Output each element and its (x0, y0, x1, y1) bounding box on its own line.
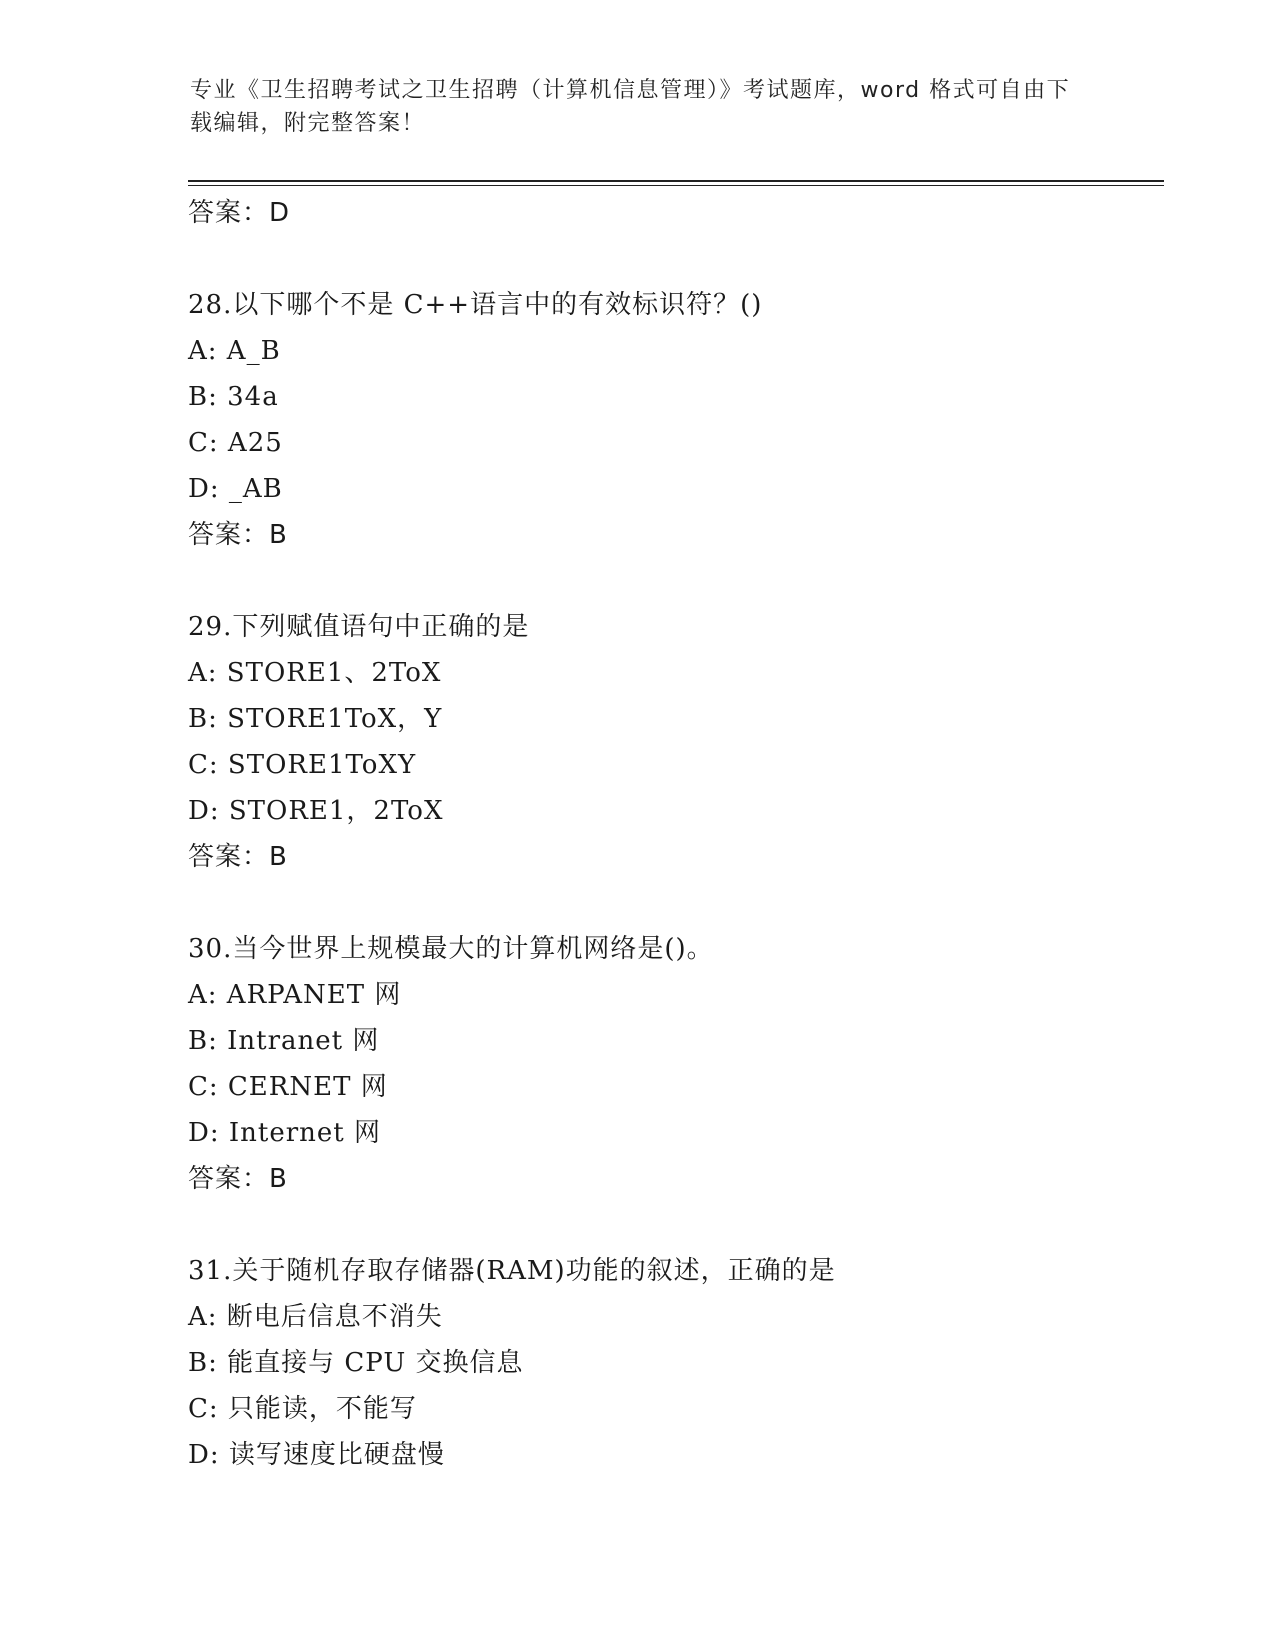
spacer (188, 1202, 1168, 1248)
option-b: B: STORE1ToX，Y (188, 704, 443, 734)
prev-answer: 答案：D (188, 198, 291, 228)
option-d: D: 读写速度比硬盘慢 (188, 1440, 445, 1470)
spacer (188, 236, 1168, 282)
option-c: C: STORE1ToXY (188, 750, 417, 780)
option-d: D: Internet 网 (188, 1118, 381, 1148)
option-c: C: 只能读，不能写 (188, 1394, 417, 1424)
option-a: A: 断电后信息不消失 (188, 1302, 443, 1332)
option-a: A: A_B (188, 336, 281, 366)
question-stem: 28.以下哪个不是 C++语言中的有效标识符？() (188, 290, 763, 320)
spacer (188, 880, 1168, 926)
spacer (188, 558, 1168, 604)
question-31 (188, 1248, 1168, 1478)
header-rule-thick (188, 180, 1164, 182)
header-rule-thin (188, 185, 1164, 186)
question-30 (188, 926, 1168, 1202)
option-b: B: Intranet 网 (188, 1026, 380, 1056)
option-a: A: ARPANET 网 (188, 980, 402, 1010)
answer: 答案：B (188, 842, 288, 872)
option-c: C: CERNET 网 (188, 1072, 388, 1102)
option-d: D: _AB (188, 474, 283, 504)
document-header: 专业《卫生招聘考试之卫生招聘（计算机信息管理）》考试题库，word 格式可自由下载编辑，附完整答案！ (190, 78, 1071, 136)
option-c: C: A25 (188, 428, 283, 458)
question-stem: 31.关于随机存取存储器(RAM)功能的叙述，正确的是 (188, 1256, 836, 1286)
question-stem: 29.下列赋值语句中正确的是 (188, 612, 530, 642)
question-list (188, 190, 1168, 1478)
answer: 答案：B (188, 1164, 288, 1194)
answer: 答案：B (188, 520, 288, 550)
option-b: B: 能直接与 CPU 交换信息 (188, 1348, 524, 1378)
option-b: B: 34a (188, 382, 279, 412)
option-d: D: STORE1，2ToX (188, 796, 444, 826)
question-28 (188, 282, 1168, 558)
option-a: A: STORE1、2ToX (188, 658, 442, 688)
question-29 (188, 604, 1168, 880)
question-stem: 30.当今世界上规模最大的计算机网络是()。 (188, 934, 714, 964)
